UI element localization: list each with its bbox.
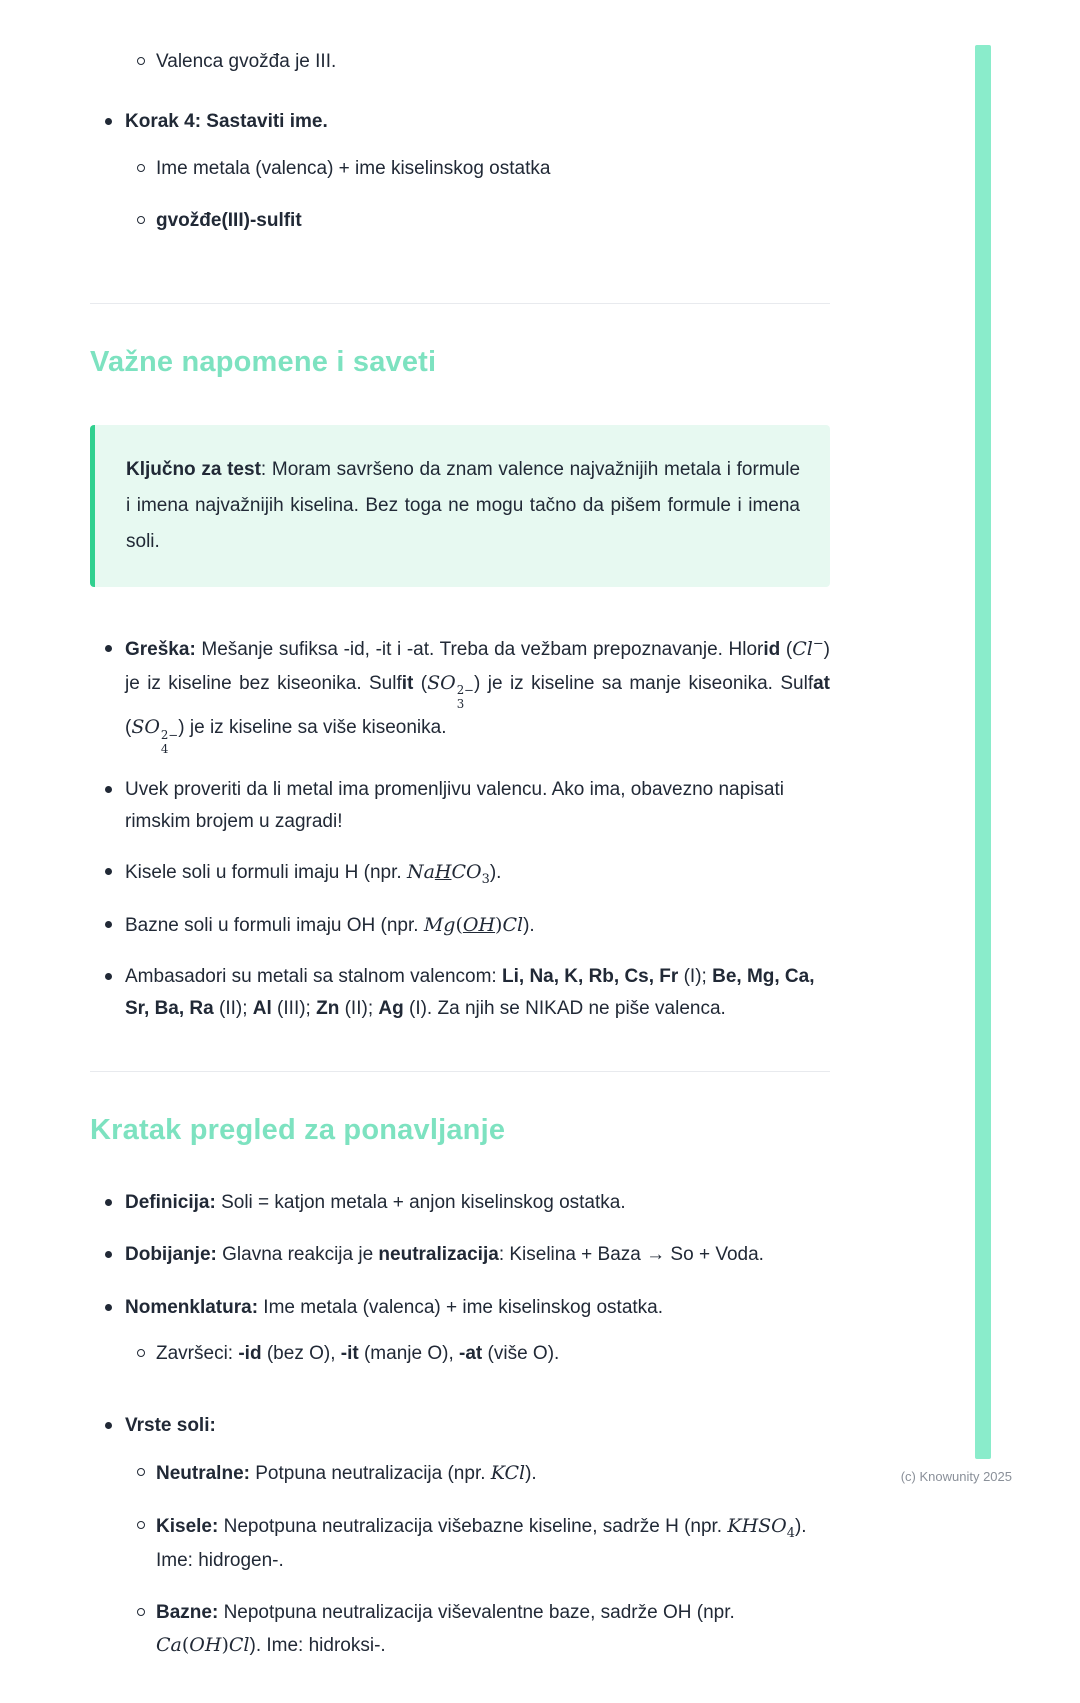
bullet-dot-icon xyxy=(105,1422,112,1429)
nomenklatura-sublist xyxy=(125,1338,830,1370)
list-item xyxy=(125,1597,830,1663)
bullet-dot-icon xyxy=(105,868,112,875)
circle-bullet-icon xyxy=(137,216,145,224)
list-item xyxy=(90,1187,830,1219)
list-item-text: Valenca gvožđa je III. xyxy=(156,51,337,72)
copyright-text: (c) Knowunity 2025 xyxy=(900,1469,1012,1484)
list-item-text: Ambasadori su metali sa stalnom valencom: Li, Na, K, Rb, Cs, Fr (I); Be, Mg, Ca, Sr, Ba, Ra (II); Al (III); Zn (II); Ag (I). Za njih se NIKAD ne piše valenca. xyxy=(125,965,815,1019)
key-callout xyxy=(90,425,830,587)
list-item xyxy=(125,153,830,185)
list-item-text: Kisele soli u formuli imaju H (npr. NaHCO$_3$). xyxy=(125,861,502,888)
bullet-dot-icon xyxy=(105,1199,112,1206)
list-item xyxy=(90,909,830,942)
intro-sub-list xyxy=(125,46,830,78)
circle-bullet-icon xyxy=(137,57,145,65)
list-item-text: Korak 4: Sastaviti ime. xyxy=(125,111,328,133)
vrste-soli-sublist xyxy=(125,1457,830,1663)
list-item xyxy=(90,1410,830,1682)
list-item xyxy=(125,1510,830,1577)
list-item-text: Uvek proveriti da li metal ima promenljivu valencu. Ako ima, obavezno napisati rimskim brojem u zagradi! xyxy=(125,778,784,833)
list-item-text: Završeci: -id (bez O), -it (manje O), -at (više O). xyxy=(156,1342,560,1364)
section-divider xyxy=(90,1071,830,1072)
callout-text: Ključno za test: Moram savršeno da znam valence najvažnijih metala i formule i imena najvažnijih kiselina. Bez toga ne mogu tačno da pišem formule i imena soli. xyxy=(126,459,801,553)
list-item xyxy=(125,1457,830,1490)
list-item-text: Vrste soli: xyxy=(125,1415,216,1437)
list-item-text: Neutralne: Potpuna neutralizacija (npr. KCl). xyxy=(156,1461,537,1484)
bullet-dot-icon xyxy=(105,118,112,125)
list-item-text: Kisele: Nepotpuna neutralizacija višebazne kiseline, sadrže H (npr. $KHSO_4$). Ime: hidrogen-. xyxy=(156,1514,807,1571)
page-highlight-strip xyxy=(975,45,991,1459)
list-item-text: Nomenklatura: Ime metala (valenca) + ime kiselinskog ostatka. xyxy=(125,1296,664,1318)
list-item-text: Definicija: Soli = katjon metala + anjon kiselinskog ostatka. xyxy=(125,1192,626,1214)
notes-list xyxy=(90,633,830,1025)
document-content xyxy=(90,46,830,1703)
list-item xyxy=(125,46,830,78)
list-item xyxy=(90,106,830,257)
section-divider xyxy=(90,303,830,304)
bullet-dot-icon xyxy=(105,1251,112,1258)
review-list xyxy=(90,1187,830,1682)
list-item-text: Ime metala (valenca) + ime kiselinskog ostatka xyxy=(156,157,551,179)
circle-bullet-icon xyxy=(137,1608,145,1616)
circle-bullet-icon xyxy=(137,164,145,172)
circle-bullet-icon xyxy=(137,1349,145,1357)
list-item-text: Bazne soli u formuli imaju OH (npr. Mg(OH)Cl). xyxy=(125,914,535,937)
list-item xyxy=(90,856,830,891)
list-item xyxy=(125,1338,830,1370)
bullet-dot-icon xyxy=(105,921,112,928)
bullet-dot-icon xyxy=(105,973,112,980)
section-heading-notes: Važne napomene i saveti xyxy=(90,346,437,379)
list-item-text: Bazne: Nepotpuna neutralizacija viševalentne baze, sadrže OH (npr. Ca(OH)Cl). Ime: hidroksi-. xyxy=(156,1601,735,1657)
bullet-dot-icon xyxy=(105,645,112,652)
list-item-text: Greška: Mešanje sufiksa -id, -it i -at. Treba da vežbam prepoznavanje. Hlorid (Cl−) je iz kiseline bez kiseonika. Sulfit (SO 2− 3 ) je iz kiseline sa manje kiseonika. Sulfat (SO 2− 4 ) je iz kiseline sa više kiseonika. xyxy=(125,637,830,756)
list-item xyxy=(125,205,830,237)
list-item-text: Dobijanje: Glavna reakcija je neutralizacija: Kiselina + Baza → So + Voda. xyxy=(125,1244,764,1266)
section-heading-review: Kratak pregled za ponavljanje xyxy=(90,1114,506,1147)
list-item xyxy=(90,774,830,839)
list-item xyxy=(90,961,830,1026)
intro-step-sublist xyxy=(125,153,830,238)
list-item-text: gvožđe(III)-sulfit xyxy=(156,209,302,231)
list-item xyxy=(90,633,830,755)
list-item xyxy=(90,1292,830,1391)
bullet-dot-icon xyxy=(105,786,112,793)
bullet-dot-icon xyxy=(105,1304,112,1311)
list-item xyxy=(90,1239,830,1271)
circle-bullet-icon xyxy=(137,1468,145,1476)
intro-step-list xyxy=(90,106,830,257)
